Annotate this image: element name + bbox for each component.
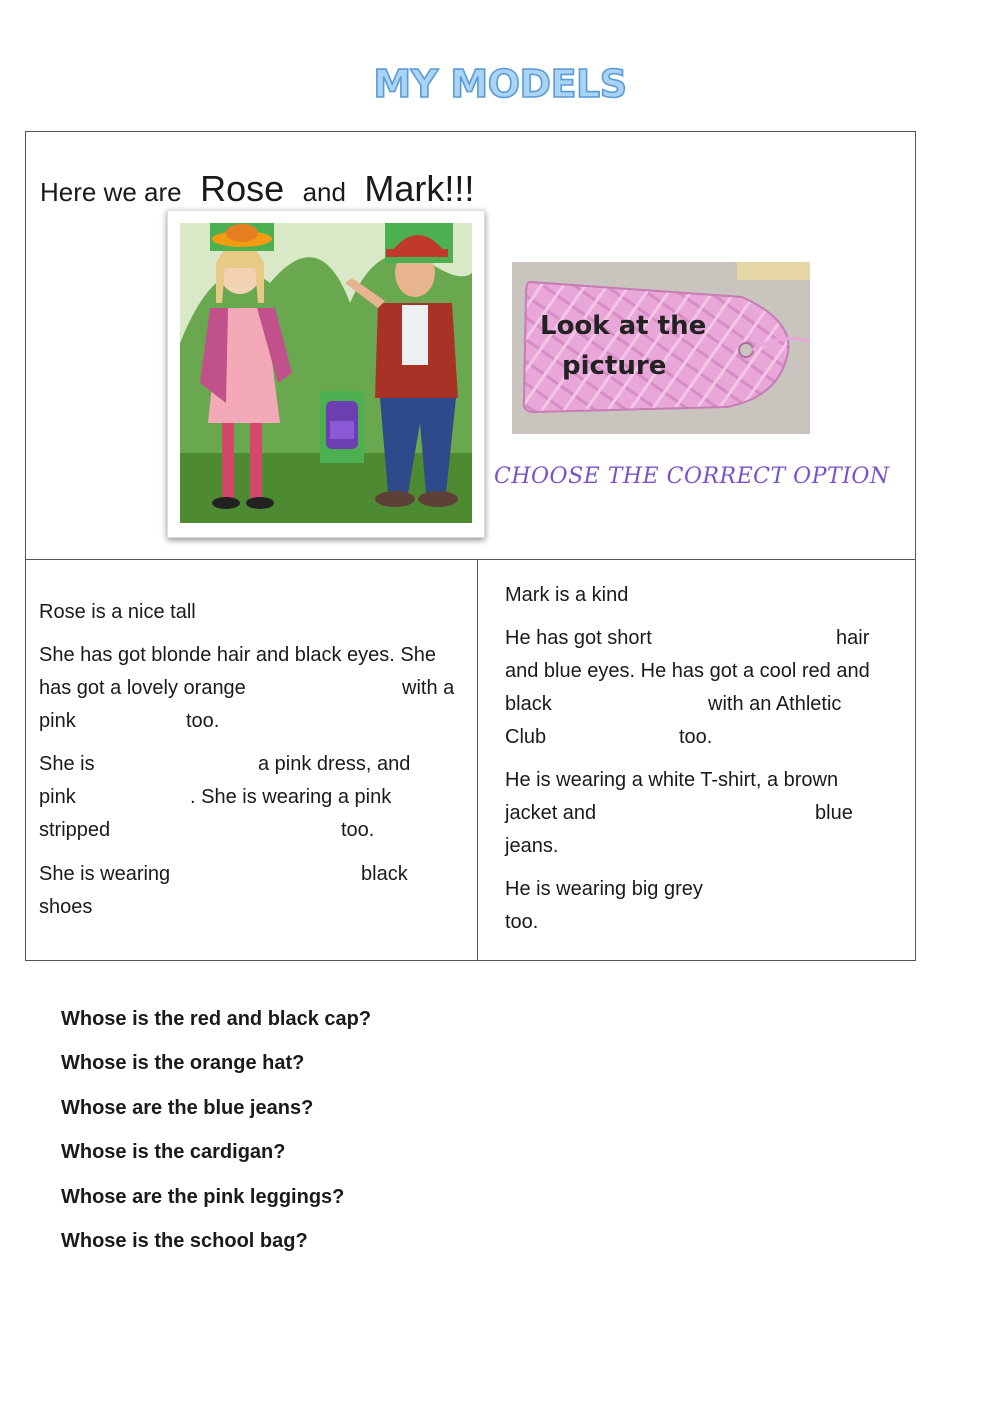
- tag-text-line1: Look at the: [540, 311, 707, 341]
- intro-name-mark: Mark!!!: [364, 168, 475, 209]
- question-item: Whose are the pink leggings?: [61, 1185, 345, 1208]
- rose-p2-line2a: has got a lovely orange: [39, 677, 246, 699]
- rose-p4-line1b: black: [361, 863, 408, 885]
- instruction-text: CHOOSE THE CORRECT OPTION: [494, 464, 890, 489]
- mark-p1: Mark is a kind: [505, 584, 629, 606]
- mark-p3-line1: He is wearing a white T-shirt, a brown: [505, 769, 839, 791]
- rose-p2-line3a: pink: [39, 710, 76, 732]
- rose-p3-line1b: a pink dress, and: [258, 753, 411, 775]
- rose-p4-line1a: She is wearing: [39, 863, 171, 885]
- look-at-the-picture-tag: [512, 262, 810, 434]
- intro-and: and: [302, 177, 346, 207]
- mark-p2-line2: and blue eyes. He has got a cool red and: [505, 660, 870, 682]
- mark-p4-line2: too.: [505, 911, 539, 933]
- mark-p2-line4b: too.: [679, 726, 713, 748]
- rose-p3-line2b: . She is wearing a pink: [190, 786, 392, 808]
- question-item: Whose is the red and black cap?: [61, 1008, 372, 1030]
- mark-p3-line2b: blue: [815, 802, 853, 824]
- column-divider: [477, 560, 478, 960]
- rose-p1: Rose is a nice tall: [39, 601, 196, 623]
- rose-p3-line3a: stripped: [39, 819, 111, 841]
- rose-p4-line2: shoes: [39, 896, 93, 918]
- mark-p2-line3b: with an Athletic: [708, 693, 842, 715]
- question-item: Whose are the blue jeans?: [61, 1096, 314, 1119]
- mark-p3-line2a: jacket and: [505, 802, 597, 824]
- intro-name-rose: Rose: [200, 168, 285, 209]
- rose-p2-line3b: too.: [186, 710, 220, 732]
- descriptions-panel: [25, 559, 916, 961]
- rose-p2-line2b: with a: [402, 677, 455, 699]
- question-item: Whose is the school bag?: [61, 1229, 308, 1252]
- questions-list: [61, 1005, 371, 1271]
- question-item: Whose is the orange hat?: [61, 1052, 305, 1075]
- illustration-drawing: [180, 223, 472, 523]
- mark-p4-line1: He is wearing big grey: [505, 878, 703, 900]
- intro-line: [40, 168, 488, 210]
- question-item: Whose is the cardigan?: [61, 1141, 286, 1164]
- intro-here-we-are: Here we are: [40, 177, 182, 207]
- rose-p3-line2a: pink: [39, 786, 76, 808]
- rose-p2-line1: She has got blonde hair and black eyes. She: [39, 644, 436, 666]
- mark-p2-line1b: hair: [836, 627, 870, 649]
- rose-and-mark-illustration: [167, 210, 485, 538]
- tag-image: [512, 262, 810, 434]
- mark-p2-line4a: Club: [505, 726, 547, 748]
- mark-p2-line1a: He has got short: [505, 627, 652, 649]
- picture-panel: [25, 131, 916, 560]
- mark-p3-line3: jeans.: [505, 835, 559, 857]
- mark-p2-line3a: black: [505, 693, 552, 715]
- worksheet-title: MY MODELS: [373, 62, 627, 106]
- rose-p3-line1a: She is: [39, 753, 95, 775]
- tag-text-line2: picture: [562, 351, 667, 381]
- rose-p3-line3b: too.: [341, 819, 375, 841]
